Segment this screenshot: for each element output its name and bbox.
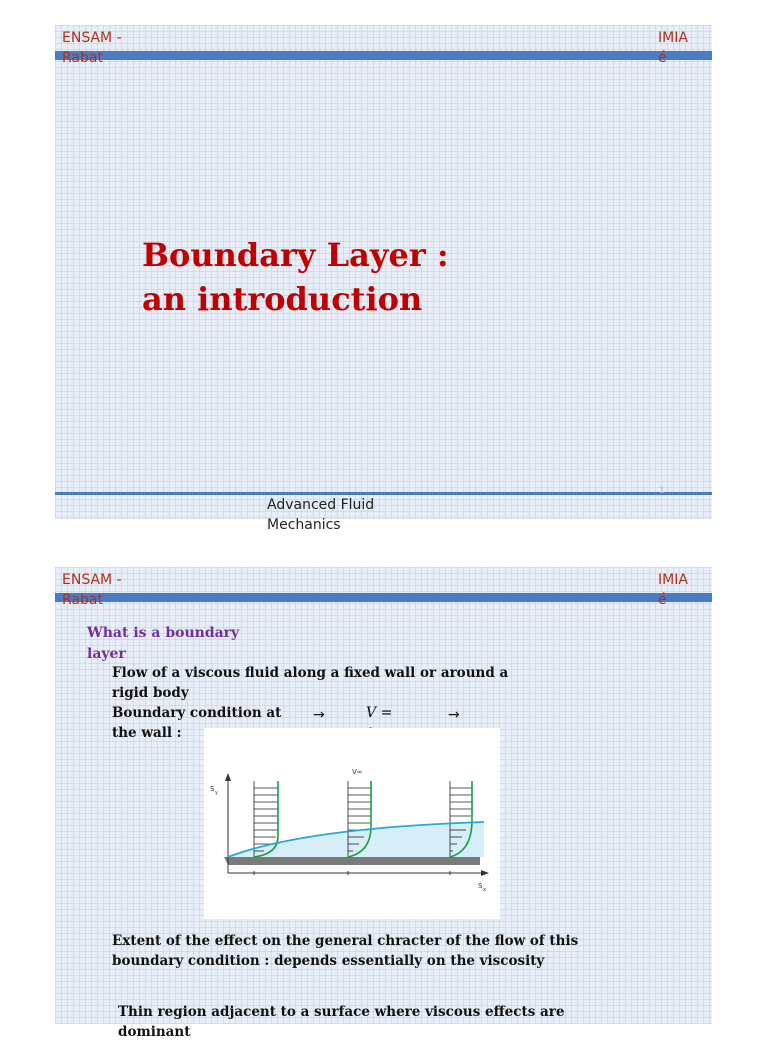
page-number: 1 [659, 486, 665, 496]
header-left-text: ENSAM - Rabat [62, 572, 122, 608]
plate [228, 857, 480, 865]
plate-leading-edge [224, 857, 228, 865]
boundary-condition-text: Boundary condition at the wall : [112, 705, 282, 741]
equation-equals: = [376, 705, 393, 721]
slide-2 [55, 567, 712, 1040]
vector-arrow: → [448, 707, 460, 723]
boundary-layer-region [228, 822, 484, 857]
y-axis-label: S [210, 785, 215, 793]
thin-region-text: Thin region adjacent to a surface where viscous effects are dominant [118, 1004, 565, 1040]
y-axis-label-sub: y [215, 790, 218, 796]
boundary-layer-figure [204, 728, 500, 919]
y-axis-arrowhead [225, 773, 231, 781]
boundary-layer-diagram [204, 728, 500, 919]
header-left-text: ENSAM - Rabat [62, 30, 122, 66]
x-axis-arrowhead [481, 870, 489, 876]
equation-variable: V [366, 705, 377, 721]
vector-arrow: → [313, 707, 325, 723]
slide-1 [55, 25, 712, 519]
header-rule [55, 51, 712, 60]
definition-text: Flow of a viscous fluid along a fixed wall or around a rigid body [112, 665, 509, 701]
slide-title: Boundary Layer : an introduction [142, 236, 449, 318]
extent-text: Extent of the effect on the general chracter of the flow of this boundary condition : depends essentially on the viscosity [112, 933, 579, 969]
header-rule [55, 593, 712, 602]
freestream-label: V∞ [352, 768, 363, 776]
section-heading: What is a boundary layer [87, 625, 240, 662]
x-axis-label: S [478, 882, 483, 890]
x-axis-label-sub: x [483, 887, 486, 893]
footer-text: Advanced Fluid Mechanics [267, 497, 375, 533]
header-right-text: IMIA é [658, 572, 688, 608]
header-right-text: IMIA é [658, 30, 688, 66]
